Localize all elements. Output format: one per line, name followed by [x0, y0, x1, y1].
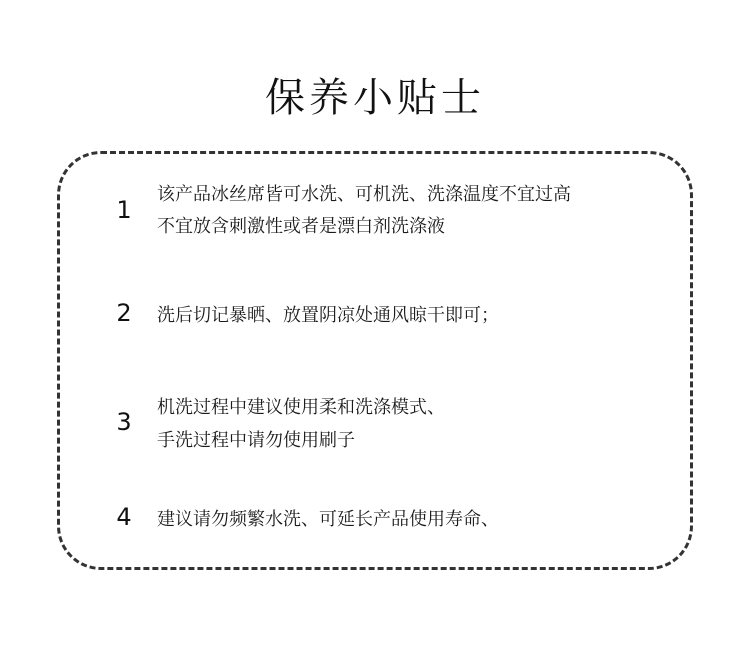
tip-text-line: 不宜放含刺激性或者是漂白剂洗涤液 [157, 216, 445, 237]
tip-text-line: 机洗过程中建议使用柔和洗涤模式、 [157, 397, 445, 418]
page-title: 保养小贴士 [265, 75, 485, 121]
tip-text-line: 手洗过程中请勿使用刷子 [157, 430, 355, 451]
tip-text-line: 建议请勿频繁水洗、可延长产品使用寿命、 [157, 509, 499, 530]
tip-text-line: 该产品冰丝席皆可水洗、可机洗、洗涤温度不宜过高 [157, 184, 571, 205]
tip-text-line: 洗后切记暴晒、放置阴凉处通风晾干即可； [157, 305, 499, 326]
tip-number: 1 [116, 196, 132, 224]
tip-number: 2 [116, 299, 132, 327]
tip-number: 4 [116, 503, 132, 531]
tip-number: 3 [116, 408, 132, 436]
